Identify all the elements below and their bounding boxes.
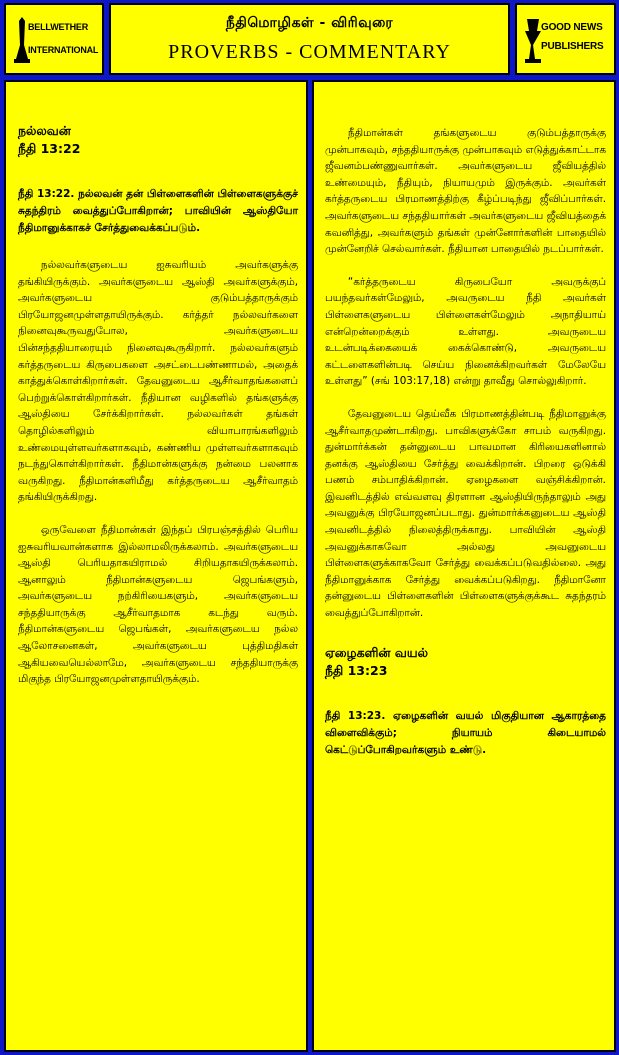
right-logo-line1: GOOD NEWS [541, 22, 603, 33]
good-news-logo-box [515, 3, 616, 75]
section-title: ஏழைகளின் வயல் [325, 644, 428, 660]
commentary-paragraph: “கர்த்தருடைய கிருபையோ அவருக்குப் பயந்தவர்கள்மேலும், அவருடைய நீதி அவர்கள் பிள்ளைகளுடைய பிள்ளைகள்மேலும் அநாதியாய் என்றென்றைக்கும் உள்ளது. அவருடைய உடன்படிக்கையைக் கைக்கொண்டு, அவருடைய கட்டளைகளின்படி செய்ய நினைக்கிறவர்கள் மேலேயே உள்ளது” (சங் 103:17,18) என்று தாவீது சொல்லுகிறார். [325, 275, 606, 388]
section-title: நல்லவன் [18, 123, 71, 138]
commentary-paragraph: தேவனுடைய தெய்வீக பிரமாணத்தின்படி நீதிமானுக்கு ஆசீர்வாதமுண்டாகிறது. பாவிகளுக்கோ சாபம் வருகிறது. துன்மார்க்கன் தன்னுடைய பாவமான கிரியைகளினால் தனக்கு ஆஸ்தியை சேர்த்து வைக்கிறான். பிறரை ஒடுக்கி பணம் சம்பாதிக்கிறான். ஏழைகளை வஞ்சிக்கிறான். இவனிடத்தில் எவ்வளவு திரளான ஆஸ்தியிருந்தாலும் அது அவனுக்கு பிரயோஜனப்படாது. துன்மார்க்கனுடைய ஆஸ்தி அவனிடத்தில் நிலைத்திருக்காது. பாவியின் ஆஸ்தி அவனுக்காகவோ அல்லது அவனுடைய பிள்ளைகளுக்காகவோ சேர்த்து வைக்கப்படுவதில்லை. அது நீதிமானுக்காக சேர்த்து வைக்கப்படுகிறது. நீதிமானோ தன்னுடைய பிள்ளைகளின் பிள்ளைகளுக்குக்கூட சுதந்தரம் வைத்துப்போகிறான். [325, 407, 606, 620]
page-header [109, 3, 510, 75]
section-reference: நீதி 13:23 [325, 662, 388, 678]
bellwether-logo-box [4, 3, 104, 75]
right-column [312, 80, 616, 1052]
right-logo-line2: PUBLISHERS [541, 41, 604, 52]
verse-text: நீதி 13:22. நல்லவன் தன் பிள்ளைகளின் பிள்ளைகளுக்குச் சுதந்திரம் வைத்துப்போகிறான்; பாவியின் ஆஸ்தியோ நீதிமானுக்காகச் சேர்த்துவைக்கப்படும். [18, 188, 298, 234]
header-title-tamil: நீதிமொழிகள் - விரிவுரை [225, 15, 394, 31]
commentary-paragraph: ஒருவேளை நீதிமான்கள் இந்தப் பிரபஞ்சத்தில் பெரிய ஐசுவரியவான்களாக இல்லாமலிருக்கலாம். அவர்களுடைய ஆஸ்தி பெரியதாகயிராமல் சிறியதாகயிருக்கலாம். ஆனாலும் நீதிமான்களுடைய ஜெபங்களும், அவர்களுடைய நற்கிரியைகளும், அவர்களுடைய சந்ததியாருக்கு ஆசீர்வாதமாக கடந்து வரும். நீதிமான்களுடைய ஜெபங்கள், அவர்களுடைய நல்ல ஆலோசனைகள், அவர்களுடைய புத்திமதிகள் ஆகியவையெல்லாமே, அவர்களுடைய சந்ததியாருக்கு மிகுந்த பிரயோஜனமுள்ளதாயிருக்கும். [18, 523, 298, 686]
header-title-english: PROVERBS - COMMENTARY [168, 41, 451, 63]
section-reference: நீதி 13:22 [18, 141, 81, 156]
section-block [325, 644, 606, 759]
left-logo-line1: BELLWETHER [28, 22, 88, 32]
verse-text: நீதி 13:23. ஏழைகளின் வயல் மிகுதியான ஆகாரத்தை விளைவிக்கும்; நியாயம் கிடையாமல் கெட்டுப்போகிறவர்களும் உண்டு. [325, 709, 606, 756]
commentary-paragraph: நல்லவர்களுடைய ஐசுவரியம் அவர்களுக்கு தங்கியிருக்கும். அவர்களுடைய ஆஸ்தி அவர்களுக்கும், அவர்களுடைய குடும்பத்தாருக்கும் பிரயோஜனமுள்ளதாயிருக்கும். கர்த்தர் நல்லவர்களை நினைவுகூருவதுபோல, அவர்களுடைய பின்சந்ததியாரையும் நினைவுகூருகிறார். நல்லவர்களும் கர்த்தருடைய கிருபைகளை அசட்டைபண்ணாமல், அதைக் காத்துக்கொள்கிறார்கள். தேவனுடைய ஆசீர்வாதங்களைப் பெற்றுக்கொள்கிறார்கள். நீதியான வழிகளில் தங்களுக்கு ஆஸ்தியை சேர்க்கிறார்கள். நல்லவர்கள் தங்கள் தொழில்களிலும் வியாபாரங்களிலும் உண்மையுள்ளவர்களாகவும், கண்ணிய முள்ளவர்களாகவும் நடந்துகொள்கிறார்கள். நீதிமான்களுக்கு நன்மை பலனாக வருகிறது. நீதிமான்களிமீது கர்த்தருடைய ஆசீர்வாதம் தங்கியிருக்கிறது. [18, 259, 298, 504]
commentary-paragraph: நீதிமான்கள் தங்களுடைய குடும்பத்தாருக்கு முன்பாகவும், சந்ததியாருக்கு முன்பாகவும் எடுத்துக்காட்டாக ஜீவனம்பண்ணுவார்கள். அவர்களுடைய ஜீவியத்தில் உண்மையும், நீதியும், நியாயமும் இருக்கும். அவர்கள் கர்த்தருடைய பிரமாணத்திற்கு கீழ்ப்படிந்து ஜீவிப்பார்கள். அவர்களுடைய சந்ததியார்கள் அவர்களுடைய ஜீவியத்தைக் கவனித்து, அவர்களும் தங்கள் முன்னோர்களின் பாதையில் முன்னேறிச் செல்வார்கள். நீதியான பாதையில் நடப்பார்கள். [325, 127, 606, 256]
left-column [4, 80, 308, 1052]
left-logo-line2: INTERNATIONAL [28, 45, 99, 55]
